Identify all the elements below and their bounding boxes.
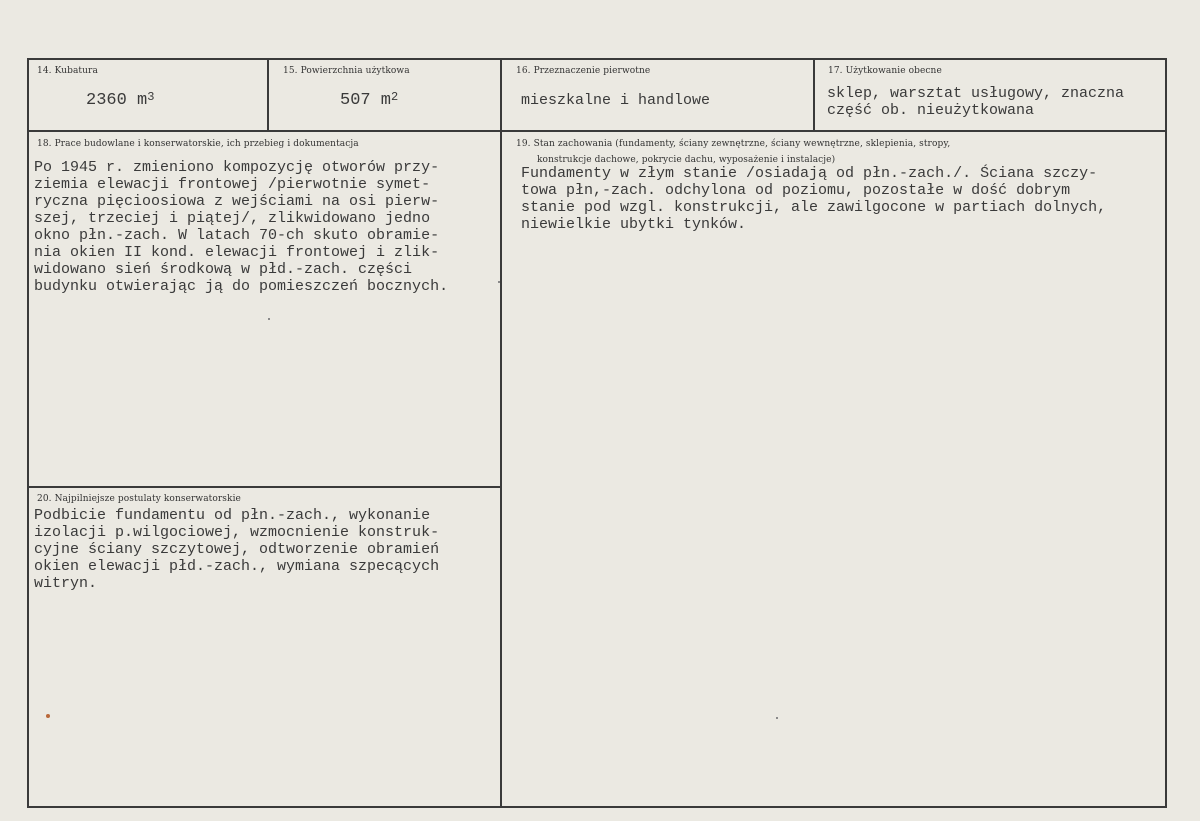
field-15-value	[340, 90, 399, 110]
field-20-line: Podbicie fundamentu od płn.-zach., wykonanie	[34, 507, 431, 524]
field-19-line: niewielkie ubytki tynków.	[521, 216, 747, 233]
field-18-line: nia okien II kond. elewacji frontowej i zlik-	[34, 244, 440, 261]
field-14-number: 2360 m	[86, 91, 148, 110]
col-rule-14-15	[267, 58, 269, 132]
field-19-label-continued: konstrukcje dachowe, pokrycie dachu, wyposażenie i instalacje)	[537, 155, 836, 165]
bottom-rule	[27, 806, 1166, 808]
field-20-label: 20. Najpilniejsze postulaty konserwatorskie	[37, 494, 241, 504]
field-20-line: cyjne ściany szczytowej, odtworzenie obramień	[34, 541, 440, 558]
field-19-line: towa płn,-zach. odchylona od poziomu, pozostałe w dość dobrym	[521, 182, 1071, 199]
field-18-line: okno płn.-zach. W latach 70-ch skuto obramie-	[34, 227, 440, 244]
field-17-line: sklep, warsztat usługowy, znaczna	[827, 85, 1125, 102]
field-18-label: 18. Prace budowlane i konserwatorskie, ich przebieg i dokumentacja	[37, 139, 359, 149]
paper-stain	[46, 714, 50, 718]
field-15-number: 507 m	[340, 91, 392, 110]
field-14-unit-exponent: 3	[147, 90, 155, 104]
field-18-line: ziemia elewacji frontowej /pierwotnie symet-	[34, 176, 431, 193]
field-18-line: szej, trzeciej i piątej/, zlikwidowano jedno	[34, 210, 431, 227]
field-20-line: witryn.	[34, 575, 98, 592]
col-rule-16-17	[813, 58, 815, 132]
field-15-unit-exponent: 2	[391, 90, 399, 104]
paper-speck	[776, 717, 778, 719]
row-rule-1	[27, 130, 1166, 132]
right-rule	[1165, 58, 1167, 808]
col-rule-main	[500, 58, 502, 808]
field-18-line: widowano sień środkową w płd.-zach. części	[34, 261, 413, 278]
top-rule	[27, 58, 1166, 60]
row-rule-2	[27, 486, 501, 488]
field-19-label: 19. Stan zachowania (fundamenty, ściany zewnętrzne, ściany wewnętrzne, sklepienia, stropy,	[516, 139, 951, 149]
field-18-line: ryczna pięcioosiowa z wejściami na osi pierw-	[34, 193, 440, 210]
field-19-line: Fundamenty w złym stanie /osiadają od płn.-zach./. Ściana szczy-	[521, 165, 1098, 182]
field-19-line: stanie pod wzgl. konstrukcji, ale zawilgocone w partiach dolnych,	[521, 199, 1107, 216]
field-14-label: 14. Kubatura	[37, 66, 98, 76]
left-rule	[27, 58, 29, 808]
field-17-label: 17. Użytkowanie obecne	[828, 66, 942, 76]
field-17-line: część ob. nieużytkowana	[827, 102, 1035, 119]
field-14-value	[86, 90, 155, 110]
field-16-value: mieszkalne i handlowe	[521, 92, 711, 109]
field-18-line: budynku otwierając ją do pomieszczeń bocznych.	[34, 278, 449, 295]
field-20-line: okien elewacji płd.-zach., wymiana szpecących	[34, 558, 440, 575]
field-20-line: izolacji p.wilgociowej, wzmocnienie konstruk-	[34, 524, 440, 541]
paper-speck	[268, 318, 270, 320]
field-18-line: Po 1945 r. zmieniono kompozycję otworów przy-	[34, 159, 440, 176]
field-16-label: 16. Przeznaczenie pierwotne	[516, 66, 651, 76]
field-15-label: 15. Powierzchnia użytkowa	[283, 66, 410, 76]
paper-speck	[498, 281, 500, 283]
